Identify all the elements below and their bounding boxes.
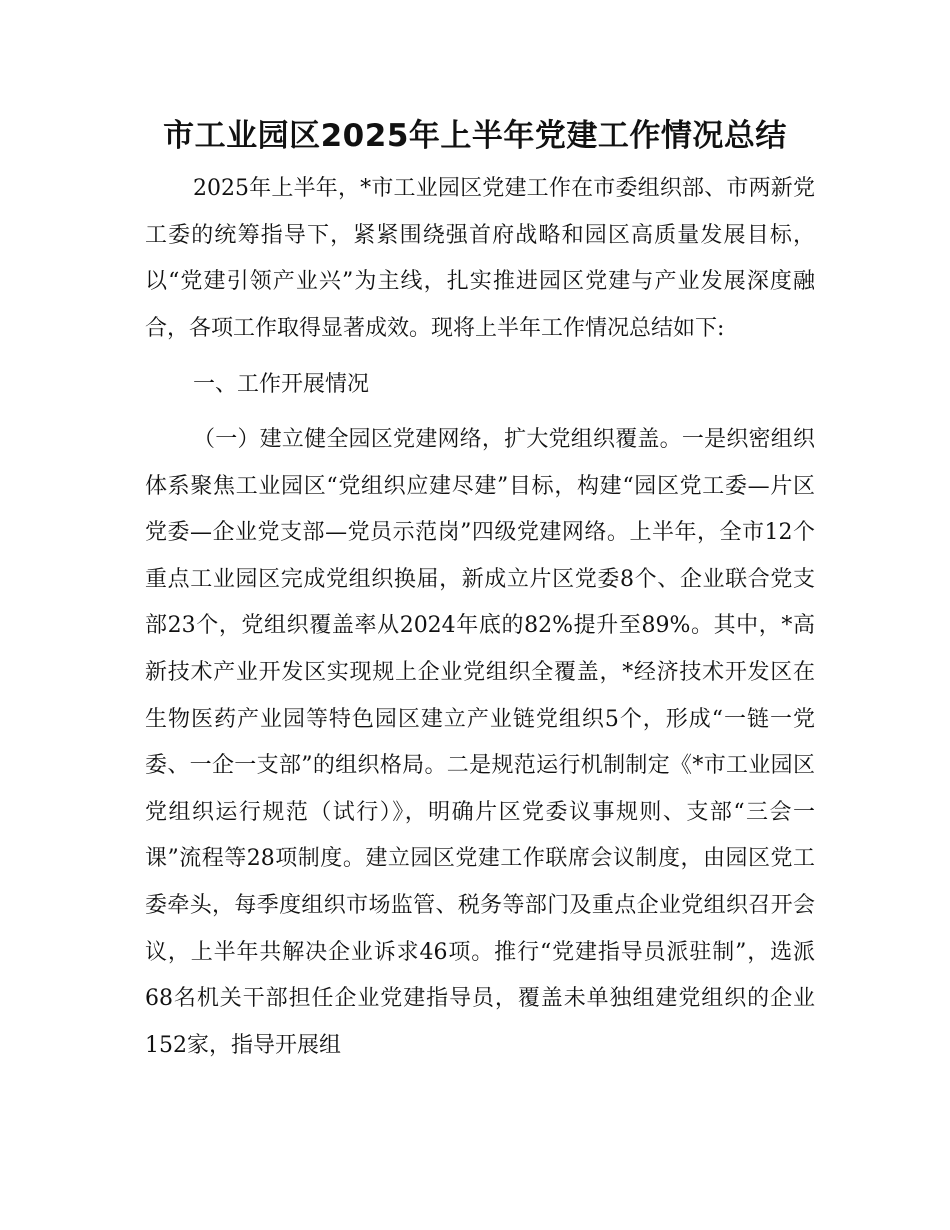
- intro-paragraph: 2025年上半年，*市工业园区党建工作在市委组织部、市两新党工委的统筹指导下，紧紧围绕强首府战略和园区高质量发展目标，以“党建引领产业兴”为主线，扎实推进园区党建与产业发展深度融合，各项工作取得显著成效。现将上半年工作情况总结如下:: [145, 176, 815, 341]
- document-title: 市工业园区2025年上半年党建工作情况总结: [163, 118, 787, 154]
- document-body: [145, 166, 815, 1069]
- section-heading: 一、工作开展情况: [193, 372, 370, 398]
- section-paragraph: （一）建立健全园区党建网络，扩大党组织覆盖。一是织密组织体系聚焦工业园区“党组织应建尽建”目标，构建“园区党工委—片区党委—企业党支部—党员示范岗”四级党建网络。上半年，全市12个重点工业园区完成党组织换届，新成立片区党委8个、企业联合党支部23个，党组织覆盖率从2024年底的82%提升至89%。其中，*高新技术产业开发区实现规上企业党组织全覆盖，*经济技术开发区在生物医药产业园等特色园区建立产业链党组织5个，形成“一链一党委、一企一支部”的组织格局。二是规范运行机制制定《*市工业园区党组织运行规范（试行）》，明确片区党委议事规则、支部“三会一课”流程等28项制度。建立园区党建工作联席会议制度，由园区党工委牵头，每季度组织市场监管、税务等部门及重点企业党组织召开会议，上半年共解决企业诉求46项。推行“党建指导员派驻制”，选派68名机关干部担任企业党建指导员，覆盖未单独组建党组织的企业152家，指导开展组: [145, 426, 815, 1058]
